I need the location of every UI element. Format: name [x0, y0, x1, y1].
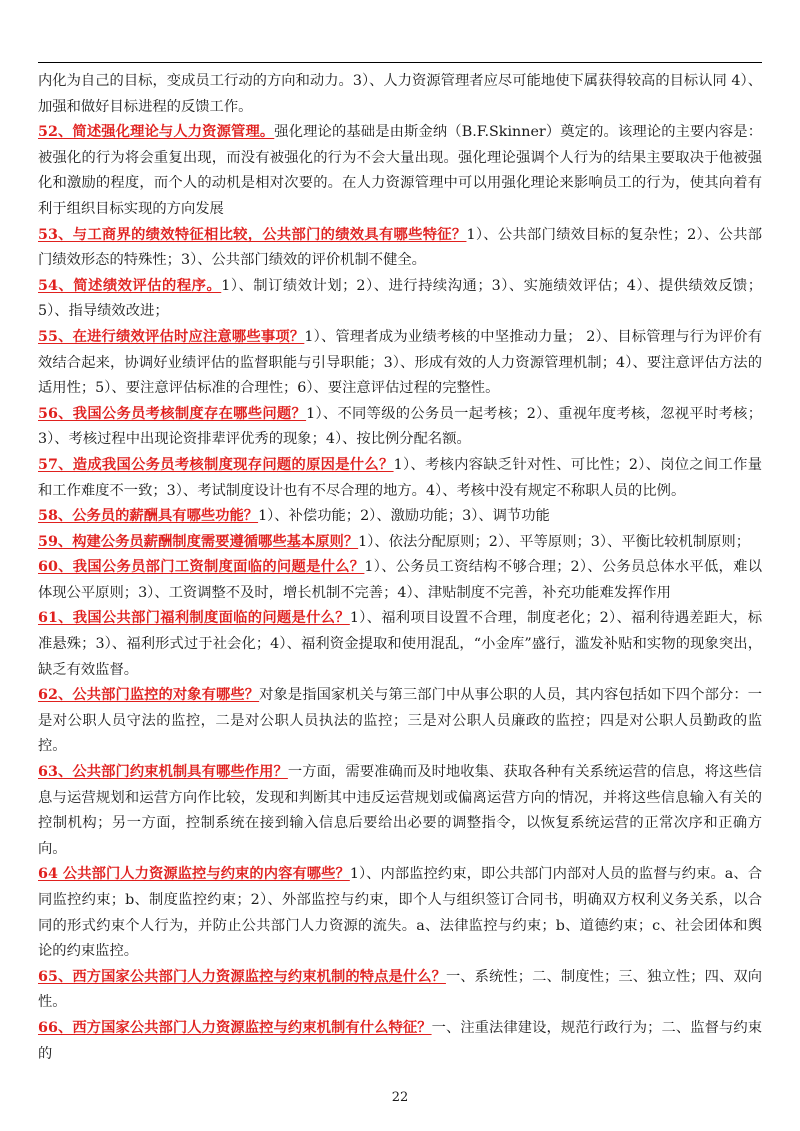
qa-item-60 — [38, 555, 762, 606]
intro-text: 内化为自己的目标，变成员工行动的方向和动力。3）、人力资源管理者应尽可能地使下属获得较高的目标认同 4）、加强和做好目标进程的反馈工作。 — [38, 73, 762, 115]
question-61: 61、我国公共部门福利制度面临的问题是什么？ — [38, 610, 350, 627]
qa-item-54 — [38, 274, 762, 325]
answer-56: 1）、不同等级的公务员一起考核；2）、重视年度考核，忽视平时考核；3）、考核过程中出现论资排辈评优秀的现象；4）、按比例分配名额。 — [38, 405, 762, 448]
question-59: 59、构建公务员薪酬制度需要遵循哪些基本原则？ — [38, 533, 359, 550]
qa-item-65 — [38, 965, 762, 1016]
qa-item-53 — [38, 223, 762, 274]
question-56: 56、我国公务员考核制度存在哪些问题？ — [38, 405, 307, 422]
answer-62: 对象是指国家机关与第三部门中从事公职的人员，其内容包括如下四个部分：一是对公职人员守法的监控，二是对公职人员执法的监控；三是对公职人员廉政的监控；四是对公职人员勤政的监控。 — [38, 687, 762, 755]
answer-55: 1）、管理者成为业绩考核的中坚推动力量； 2）、目标管理与行为评价有效结合起来，协调好业绩评估的监督职能与引导职能；3）、形成有效的人力资源管理机制；4）、要注意评估方法的适用性；5）、要注意评估标准的合理性；6）、要注意评估过程的完整性。 — [38, 328, 762, 397]
question-57: 57、造成我国公务员考核制度现存问题的原因是什么？ — [38, 456, 394, 473]
question-66: 66、西方国家公共部门人力资源监控与约束机制有什么特征？ — [38, 1019, 432, 1036]
question-55: 55、在进行绩效评估时应注意哪些事项？ — [38, 328, 305, 345]
answer-52: 强化理论的基础是由斯金纳（B.F.Skinner）奠定的。该理论的主要内容是：被强化的行为将会重复出现，而没有被强化的行为不会大量出现。强化理论强调个人行为的结果主要取决于他被强化和激励的程度，而个人的动机是相对次要的。在人力资源管理中可以用强化理论来影响员工的行为，使其向着有利于组织目标实现的方向发展 — [38, 124, 762, 217]
answer-59: 1）、依法分配原则；2）、平等原则；3）、平衡比较机制原则； — [358, 533, 750, 550]
answer-60: 1）、公务员工资结构不够合理；2）、公务员总体水平低，难以体现公平原则；3）、工资调整不及时，增长机制不完善；4）、津贴制度不完善，补充功能难发挥作用 — [38, 559, 762, 601]
question-60: 60、我国公务员部门工资制度面临的问题是什么？ — [38, 559, 365, 576]
answer-63: 一方面，需要准确而及时地收集、获取各种有关系统运营的信息，将这些信息与运营规划和运营方向作比较，发现和判断其中违反运营规划或偏离运营方向的情况，并将这些信息输入有关的控制机构；另一方面，控制系统在接到输入信息后要给出必要的调整指令，以恢复系统运营的正常次序和正确方向。 — [38, 764, 762, 857]
question-64: 64 公共部门人力资源监控与约束的内容有哪些？ — [38, 866, 350, 883]
question-63: 63、公共部门约束机制具有哪些作用？ — [38, 764, 288, 781]
qa-item-64 — [38, 862, 762, 964]
qa-item-52 — [38, 120, 762, 222]
intro-paragraph — [38, 69, 762, 120]
qa-item-61 — [38, 606, 762, 683]
answer-58: 1）、补偿功能；2）、激励功能；3）、调节功能 — [258, 508, 550, 525]
qa-item-66 — [38, 1016, 762, 1067]
header-rule — [38, 62, 762, 63]
answer-57: 1）、考核内容缺乏针对性、可比性；2）、岗位之间工作量和工作难度不一致；3）、考试制度设计也有不尽合理的地方。4）、考核中没有规定不称职人员的比例。 — [38, 456, 762, 499]
question-65: 65、西方国家公共部门人力资源监控与约束机制的特点是什么？ — [38, 968, 446, 985]
page-number: 22 — [391, 1090, 409, 1105]
qa-item-59 — [38, 530, 762, 556]
question-52: 52、简述强化理论与人力资源管理。 — [38, 124, 275, 141]
answer-61: 1）、福利项目设置不合理，制度老化；2）、福利待遇差距大，标准悬殊；3）、福利形式过于社会化；4）、福利资金提取和使用混乱，“小金库”盛行，滥发补贴和实物的现象突出，缺乏有效监督。 — [38, 610, 762, 678]
question-62: 62、公共部门监控的对象有哪些？ — [38, 687, 260, 704]
qa-item-55 — [38, 325, 762, 402]
document-page — [38, 62, 762, 1067]
answer-53: 1）、公共部门绩效目标的复杂性；2）、公共部门绩效形态的特殊性；3）、公共部门绩效的评价机制不健全。 — [38, 226, 762, 269]
qa-item-56 — [38, 402, 762, 453]
qa-item-58 — [38, 504, 762, 530]
answer-66: 一、注重法律建设，规范行政行为；二、监督与约束的 — [38, 1019, 762, 1062]
qa-item-62 — [38, 683, 762, 760]
answer-54: 1）、制订绩效计划；2）、进行持续沟通；3）、实施绩效评估；4）、提供绩效反馈；5）、指导绩效改进； — [38, 277, 762, 320]
answer-64: 1）、内部监控约束，即公共部门内部对人员的监督与约束。a、合同监控约束；b、制度监控约束；2）、外部监控与约束，即个人与组织签订合同书，明确双方权利义务关系，以合同的形式约束个人行为，并防止公共部门人力资源的流失。a、法律监控与约束；b、道德约束；c、社会团体和舆论的约束监控。 — [38, 866, 763, 960]
qa-item-63 — [38, 760, 762, 862]
qa-item-57 — [38, 453, 762, 504]
answer-65: 一、系统性；二、制度性；三、独立性；四、双向性。 — [38, 968, 762, 1011]
question-53: 53、与工商界的绩效特征相比较，公共部门的绩效具有哪些特征？ — [38, 226, 467, 243]
question-54: 54、简述绩效评估的程序。 — [38, 277, 222, 294]
question-58: 58、公务员的薪酬具有哪些功能？ — [38, 508, 259, 525]
